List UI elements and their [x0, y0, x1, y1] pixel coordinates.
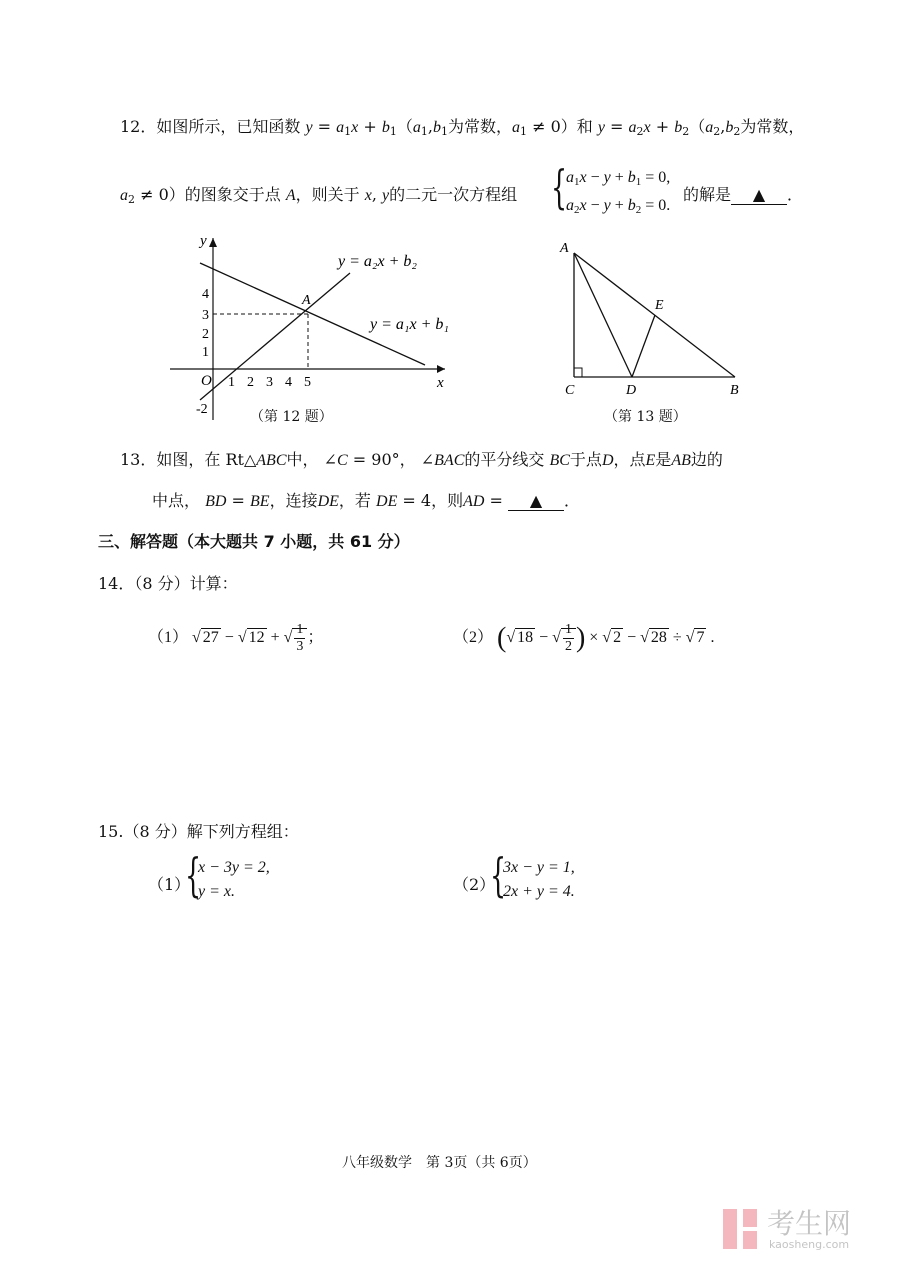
q14-part1: （1） √ 27 − √ 12 + √ $\frac{1}{3}$ ； [148, 622, 324, 654]
section3-heading: 三、解答题（本大题共 7 小题，共 61 分） [98, 532, 410, 551]
line-a2 [200, 273, 350, 400]
line-a2-label: y = a₂x + b₂ [338, 253, 417, 270]
x-axis-label: x [437, 375, 444, 391]
watermark-site: kaosheng.com [769, 1238, 850, 1251]
x-tick-4: 4 [285, 375, 292, 390]
origin-label: O [201, 373, 212, 389]
x-tick-3: 3 [266, 375, 273, 390]
segment-de [632, 315, 655, 377]
segment-ad [574, 253, 632, 377]
q14-heading: 14．（8 分）计算： [98, 574, 238, 593]
label-b: B [730, 383, 739, 398]
figure-13 [555, 236, 755, 401]
y-tick-neg2: -2 [196, 402, 208, 417]
watermark-icon [721, 1205, 761, 1255]
y-axis-arrow [209, 238, 217, 247]
line-a1-label: y = a₁x + b₁ [370, 316, 449, 333]
x-axis-arrow [437, 365, 445, 373]
figure-12 [160, 228, 460, 428]
q15-system1: x − 3y = 2, y = x. [198, 859, 270, 900]
x-tick-5: 5 [304, 375, 311, 390]
x-ticks [228, 375, 311, 390]
q15-part1-brace: { [185, 848, 202, 902]
line-a1 [200, 263, 425, 365]
y-axis-label: y [200, 233, 207, 249]
q12-line1: 12．如图所示，已知函数 $y = a_1x + b_1(a_1,b_1$为常数，$a_1 \ne 0$）和 $y = a_2x + b_2(a_2,b_2$为常数， [120, 117, 805, 138]
q15-system2: 3x − y = 1, 2x + y = 4. [503, 859, 575, 900]
fig12-caption: （第 12 题） [250, 409, 333, 425]
y-tick-4: 4 [202, 287, 209, 302]
q13-answer-blank: ▲ [508, 491, 564, 511]
q12-answer-blank: ▲ [731, 185, 787, 205]
q12-system: $a_1x - y + b_1 = 0$, $a_2x - y + b_2 = 0$. [566, 169, 671, 216]
x-tick-1: 1 [228, 375, 235, 390]
q13-line2: 中点， BD = BE，连接DE，若 DE = 4，则AD = ▲ ． [152, 491, 581, 510]
q12-answer-line: 的解是 ▲ ． [683, 185, 804, 204]
q15-part1-label: （1） [148, 875, 191, 894]
label-d: D [626, 383, 637, 398]
q12-system-brace: { [551, 160, 568, 214]
label-e: E [655, 298, 664, 313]
page-footer: 八年级数学 第 3页（共 6页） [342, 1155, 537, 1171]
watermark-logo [721, 1200, 881, 1260]
y-tick-2: 2 [202, 327, 209, 342]
watermark-brand: 考生网 [767, 1207, 852, 1240]
fig13-caption: （第 13 题） [604, 409, 687, 425]
q14-part2: （2） (√ 18 − √ $\frac{1}{2}$ ) × √ 2 − √ 28 ÷ √ 7 . [453, 622, 715, 654]
right-angle-mark [574, 368, 582, 377]
y-tick-1: 1 [202, 345, 209, 360]
q15-part2-brace: { [490, 848, 507, 902]
x-tick-2: 2 [247, 375, 254, 390]
q15-heading: 15.（8 分）解下列方程组： [98, 822, 299, 841]
q12-line2: $a_2 \ne 0$）的图象交于点 A，则关于 x, y的二元一次方程组 [120, 185, 518, 206]
q13-line1: 13．如图，在 Rt△ABC中， ∠C = 90°， ∠BAC的平分线交 BC于点D，点E是AB边的 [120, 450, 723, 469]
y-tick-3: 3 [202, 308, 209, 323]
label-c: C [565, 383, 575, 398]
point-a-label: A [302, 293, 311, 308]
q15-part2-label: （2） [453, 875, 496, 894]
label-a: A [560, 241, 569, 256]
